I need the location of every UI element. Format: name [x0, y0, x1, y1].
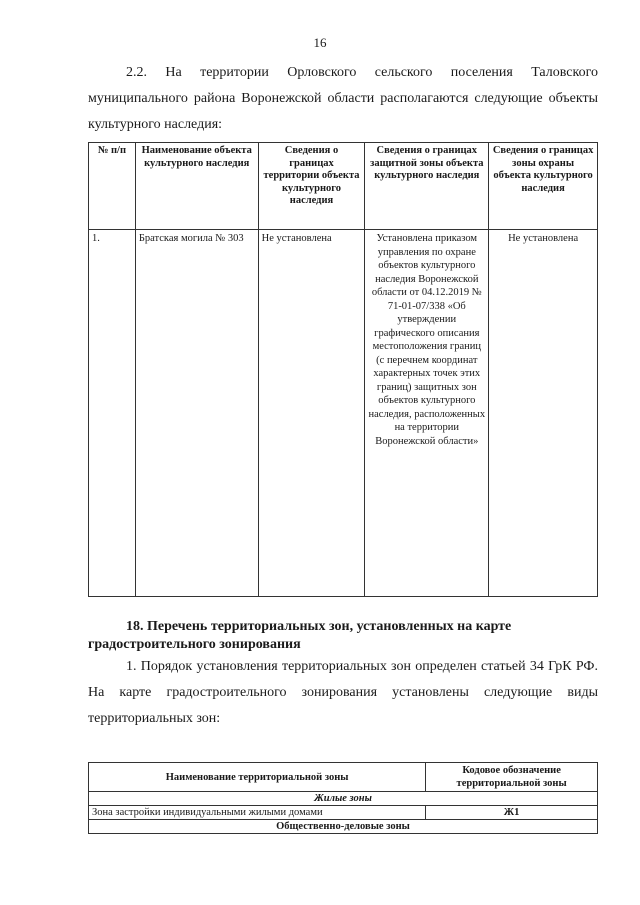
- object-name: Братская могила № 303: [135, 230, 258, 597]
- zones-header-row: [89, 763, 598, 792]
- header-zone-name: Наименование территориальной зоны: [89, 763, 426, 792]
- protective-zone: Установлена приказом управления по охране объектов культурного наследия Воронежской области от 04.12.2019 № 71-01-07/338 «Об утверждении графического описания местоположения границ (с перечнем координат характерных точек этих границ) защитных зон объектов культурного наследия, расположенных на территории Воронежской области»: [365, 230, 489, 597]
- header-territory-bounds: Сведения о границах территории объекта культурного наследия: [258, 143, 365, 230]
- zone-code: Ж1: [426, 806, 598, 820]
- security-zone: Не установлена: [489, 230, 598, 597]
- zone-group-residential: Жилые зоны: [89, 792, 598, 806]
- table-header-row: [89, 143, 598, 230]
- heritage-objects-table: [88, 142, 598, 597]
- table-row: [89, 230, 598, 597]
- page-number: 16: [313, 35, 327, 50]
- header-object-name: Наименование объекта культурного наследия: [135, 143, 258, 230]
- section-2-2-paragraph: 2.2. На территории Орловского сельского поселения Таловского муниципального района Воронежской области располагаются следующие объекты культурного наследия:: [88, 65, 598, 132]
- zone-group-row: [89, 792, 598, 806]
- zone-name: Зона застройки индивидуальными жилыми домами: [89, 806, 426, 820]
- zone-group-row: [89, 820, 598, 834]
- section-18-number: 18.: [126, 619, 144, 634]
- section-18-heading: [88, 618, 598, 654]
- row-number: 1.: [89, 230, 136, 597]
- header-security-zone: Сведения о границах зоны охраны объекта культурного наследия: [489, 143, 598, 230]
- section-18-title: Перечень территориальных зон, установленных на карте градостроительного зонирования: [88, 619, 512, 652]
- section-18-paragraph: 1. Порядок установления территориальных зон определен статьей 34 ГрК РФ. На карте градостроительного зонирования установлены следующие виды территориальных зон:: [88, 659, 598, 726]
- header-zone-code: Кодовое обозначение территориальной зоны: [426, 763, 598, 792]
- territory-bounds: Не установлена: [258, 230, 365, 597]
- table-row: [89, 806, 598, 820]
- header-number: № п/п: [89, 143, 136, 230]
- zone-group-public: Общественно-деловые зоны: [89, 820, 598, 834]
- header-protective-zone: Сведения о границах защитной зоны объекта культурного наследия: [365, 143, 489, 230]
- zones-table: [88, 762, 598, 834]
